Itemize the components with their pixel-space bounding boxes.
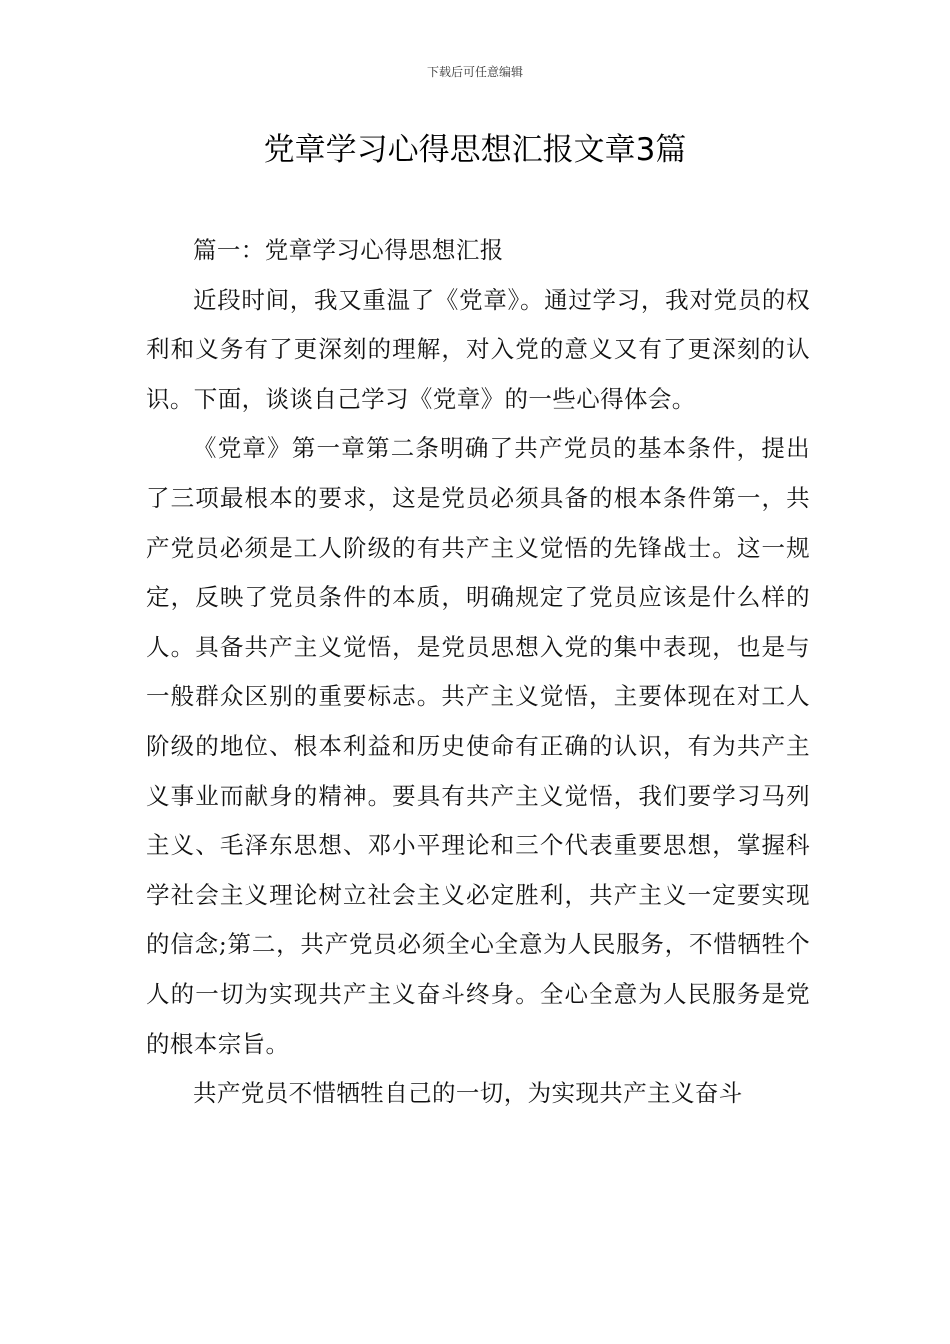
paragraph-sacrifice: 共产党员不惜牺牲自己的一切，为实现共产主义奋斗	[193, 1079, 743, 1108]
document-body	[146, 226, 810, 1119]
paragraph-intro: 近段时间，我又重温了《党章》。通过学习，我对党员的权利和义务有了更深刻的理解，对入党的意义又有了更深刻的认识。下面，谈谈自己学习《党章》的一些心得体会。	[146, 285, 810, 413]
document-title: 党章学习心得思想汇报文章3篇	[263, 132, 687, 168]
paragraph-basic-conditions: 《党章》第一章第二条明确了共产党员的基本条件，提出了三项最根本的要求，这是党员必须具备的根本条件第一，共产党员必须是工人阶级的有共产主义觉悟的先锋战士。这一规定，反映了党员条件的本质，明确规定了党员应该是什么样的人。具备共产主义觉悟，是党员思想入党的集中表现，也是与一般群众区别的重要标志。共产主义觉悟，主要体现在对工人阶级的地位、根本利益和历史使命有正确的认识，有为共产主义事业而献身的精神。要具有共产主义觉悟，我们要学习马列主义、毛泽东思想、邓小平理论和三个代表重要思想，掌握科学社会主义理论树立社会主义必定胜利，共产主义一定要实现的信念;第二，共产党员必须全心全意为人民服务，不惜牺牲个人的一切为实现共产主义奋斗终身。全心全意为人民服务是党的根本宗旨。	[146, 434, 810, 1058]
section-heading: 篇一：党章学习心得思想汇报	[193, 236, 504, 264]
header-note: 下载后可任意编辑	[426, 65, 523, 79]
